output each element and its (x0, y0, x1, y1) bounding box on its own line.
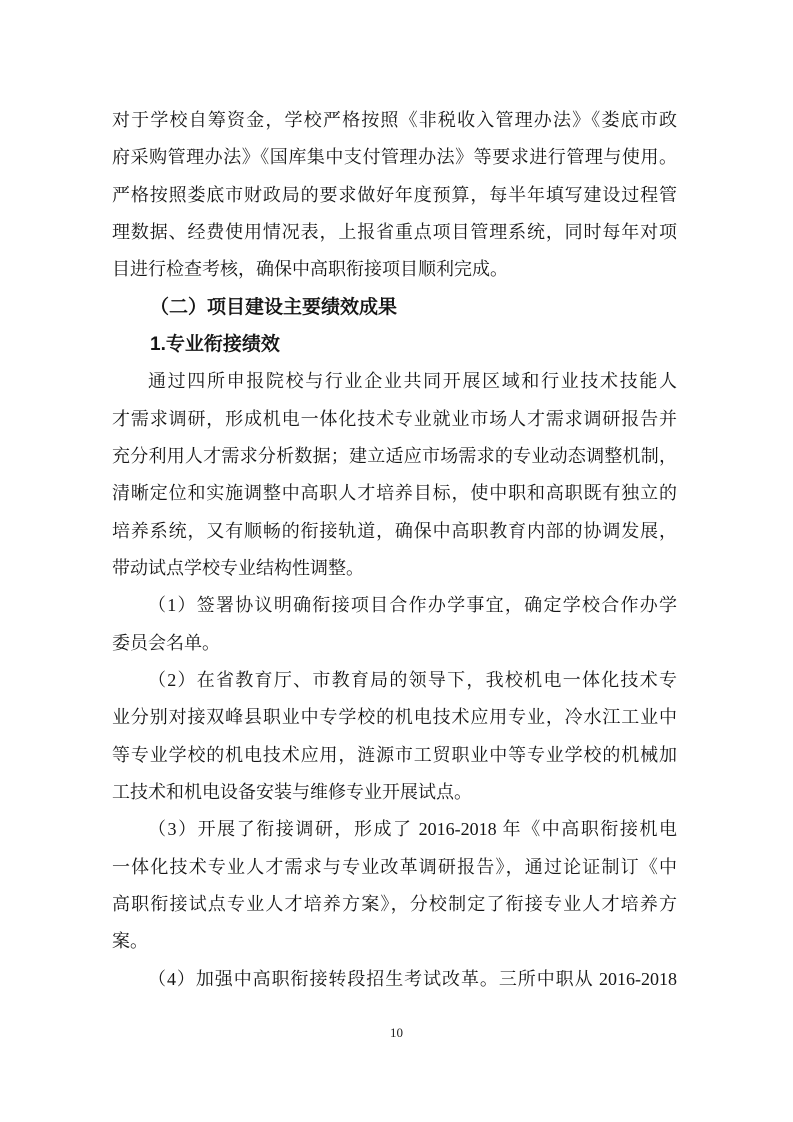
text-line: 等专业学校的机电技术应用，涟源市工贸职业中等专业学校的机械加 (112, 744, 677, 765)
text-line: 工技术和机电设备安装与维修专业开展试点。 (112, 781, 472, 802)
text-line: 培养系统，又有顺畅的衔接轨道，确保中高职教育内部的协调发展， (112, 520, 677, 541)
page-body-text (112, 102, 677, 998)
text-line: 案。 (112, 931, 148, 952)
text-line: 才需求调研，形成机电一体化技术专业就业市场人才需求调研报告并 (112, 408, 677, 429)
paragraph-item-3-research-report (112, 811, 677, 960)
text-line: （1）签署协议明确衔接项目合作办学事宜，确定学校合作办学 (148, 595, 677, 616)
text-line: 充分利用人才需求分析数据；建立适应市场需求的专业动态调整机制， (112, 445, 677, 466)
page-number: 10 (390, 1025, 403, 1040)
text-line: 高职衔接试点专业人才培养方案》，分校制定了衔接专业人才培养方 (112, 893, 677, 914)
text-line: 业分别对接双峰县职业中专学校的机电技术应用专业，冷水江工业中 (112, 707, 677, 728)
text-line: 委员会名单。 (112, 632, 220, 653)
paragraph-item-4-exam-reform (112, 961, 677, 998)
paragraph-professional-connection-overview (112, 363, 677, 587)
paragraph-item-2-school-pairing (112, 662, 677, 811)
section-heading: （二）项目建设主要绩效成果 (150, 296, 398, 318)
text-line: （3）开展了衔接调研，形成了 2016-2018 年《中高职衔接机电 (148, 819, 677, 840)
text-line: （2）在省教育厅、市教育局的领导下，我校机电一体化技术专 (148, 669, 677, 690)
subsection-heading: 1.专业衔接绩效 (150, 333, 280, 355)
text-line: 带动试点学校专业结构性调整。 (112, 557, 364, 578)
text-line: 清晰定位和实施调整中高职人才培养目标，使中职和高职既有独立的 (112, 483, 677, 504)
text-line: 目进行检查考核，确保中高职衔接项目顺利完成。 (112, 259, 508, 280)
text-line: 对于学校自筹资金，学校严格按照《非税收入管理办法》《娄底市政 (112, 110, 677, 130)
text-line: （4）加强中高职衔接转段招生考试改革。三所中职从 2016-2018 (148, 968, 677, 989)
text-line: 通过四所申报院校与行业企业共同开展区域和行业技术技能人 (148, 371, 677, 392)
paragraph-funding-management (112, 102, 677, 289)
text-line: 严格按照娄底市财政局的要求做好年度预算，每半年填写建设过程管 (112, 184, 677, 205)
paragraph-item-1-agreement (112, 587, 677, 662)
text-line: 理数据、经费使用情况表，上报省重点项目管理系统，同时每年对项 (112, 221, 677, 242)
text-line: 一体化技术专业人才需求与专业改革调研报告》，通过论证制订《中 (112, 856, 677, 877)
text-line: 府采购管理办法》《国库集中支付管理办法》等要求进行管理与使用。 (112, 147, 677, 168)
